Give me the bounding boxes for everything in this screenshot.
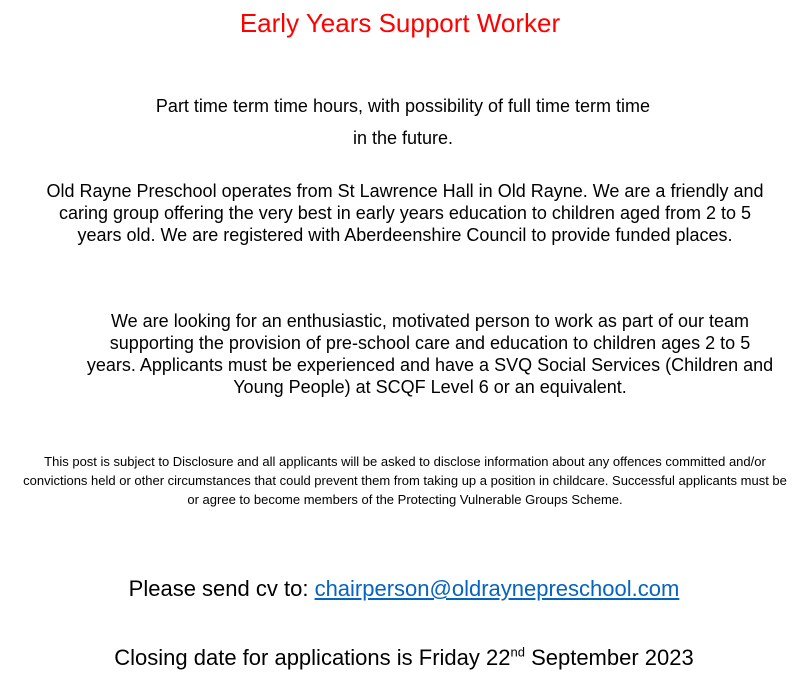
document-title: Early Years Support Worker bbox=[239, 8, 561, 38]
hours-line-2: in the future. bbox=[352, 128, 454, 148]
requirements-paragraph: We are looking for an enthusiastic, motivated person to work as part of our team supporting the provision of pre-school care and education to children ages 2 to 5 years. Applicants must be experienced and have a SVQ Social Services (Children and Young People) at SCQF Level 6 or an equivalent. bbox=[86, 311, 774, 397]
disclosure-paragraph: This post is subject to Disclosure and all applicants will be asked to disclose information about any offences committed and/or convictions held or other circumstances that could prevent them from taking up a position in childcare. Successful applicants must be or agree to become members of the Protecting Vulnerable Groups Scheme. bbox=[23, 454, 787, 507]
hours-line-1: Part time term time hours, with possibility of full time term time bbox=[155, 96, 651, 116]
email-link[interactable]: chairperson@oldraynepreschool.com bbox=[314, 576, 680, 601]
ordinal-suffix: nd bbox=[510, 644, 525, 660]
intro-paragraph: Old Rayne Preschool operates from St Lawrence Hall in Old Rayne. We are a friendly and caring group offering the very best in early years education to children aged from 2 to 5 years old. We are registered with Aberdeenshire Council to provide funded places. bbox=[46, 181, 764, 245]
send-cv-line bbox=[0, 574, 800, 604]
closing-rest: September 2023 bbox=[524, 645, 694, 670]
hours-section bbox=[0, 90, 800, 154]
closing-date-line bbox=[0, 642, 800, 674]
send-cv-label: Please send cv to: bbox=[128, 576, 315, 601]
closing-prefix: Closing date for applications is Friday 22 bbox=[114, 645, 511, 670]
